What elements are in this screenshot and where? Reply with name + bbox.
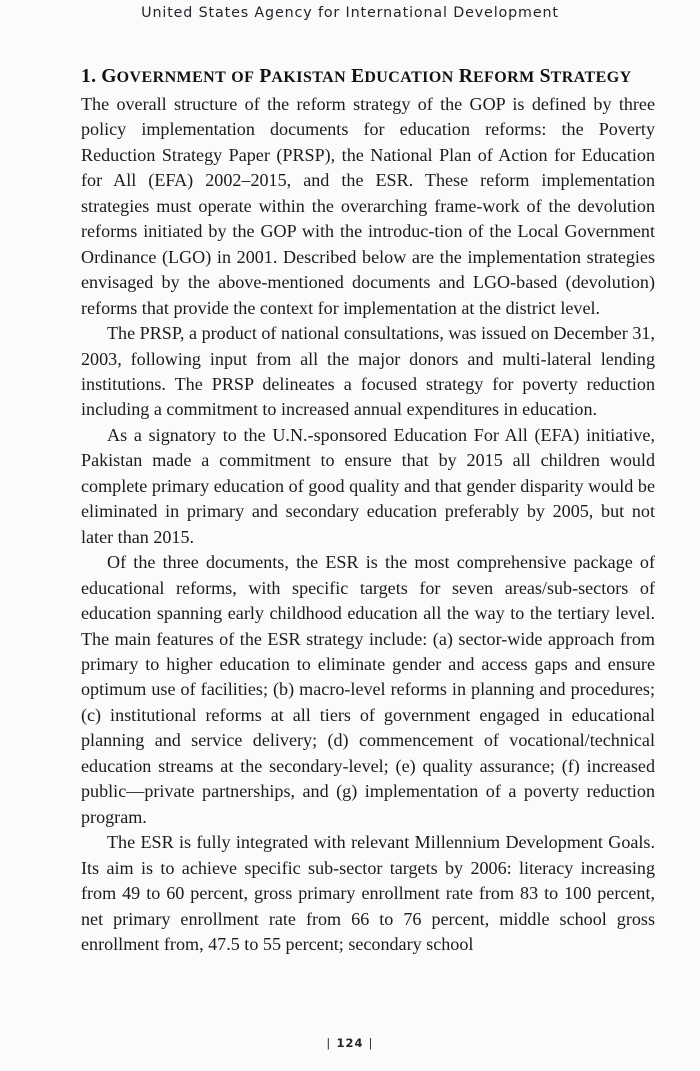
folio-right-mark: | [368,1036,374,1050]
title-word-3-rest: AKISTAN [271,69,347,86]
title-word-1-rest: OVERNMENT [116,69,227,86]
body-paragraph: As a signatory to the U.N.-sponsored Education For All (EFA) initiative, Pakistan made a commitment to ensure that by 2015 all children would complete primary education of good quality and that gender disparity would be eliminated in primary and secondary education preferably by 2005, but not later than 2015. [81,424,655,547]
title-word-2: OF [231,69,255,86]
title-word-4-initial: E [351,66,365,87]
running-head: United States Agency for International Development [141,5,559,21]
title-word-5-rest: EFORM [472,69,535,86]
title-word-4-rest: DUCATION [364,69,454,86]
page-text-block [81,64,655,957]
title-word-6-initial: S [539,66,551,87]
body-paragraph: Of the three documents, the ESR is the most comprehensive package of educational reforms, with specific targets for seven areas/sub-sectors of education spanning early childhood education all the way to the tertiary level. The main features of the ESR strategy include: (a) sector-wide approach from primary to higher education to eliminate gender and access gaps and ensure optimum use of facilities; (b) macro-level reforms in planning and procedures; (c) institutional reforms at all tiers of government engaged in educational planning and service delivery; (d) commencement of vocational/technical education streams at the secondary-level; (e) quality assurance; (f) increased public—private partnerships, and (g) implementation of a poverty reduction program. [81,552,655,827]
title-word-6-rest: TRATEGY [550,69,632,86]
body-paragraph: The PRSP, a product of national consultations, was issued on December 31, 2003, following input from all the major donors and multi-lateral lending institutions. The PRSP delineates a focused strategy for poverty reduction including a commitment to increased annual expenditures in education. [81,323,655,420]
title-word-3-initial: P [259,66,272,87]
body-paragraph: The ESR is fully integrated with relevant Millennium Development Goals. Its aim is to achieve specific sub-sector targets by 2006: literacy increasing from 49 to 60 percent, gross primary enrollment rate from 83 to 100 percent, net primary enrollment rate from 66 to 76 percent, middle school gross enrollment from, 47.5 to 55 percent; secondary school [81,832,655,954]
title-word-1-initial: G [101,66,117,87]
page-title [81,64,655,90]
page-footer [0,1036,700,1050]
folio-left-mark: | [326,1036,332,1050]
title-word-5-initial: R [458,66,473,87]
section-number: 1. [81,66,97,87]
body-paragraph: The overall structure of the reform strategy of the GOP is defined by three policy implementation documents for education reforms: the Poverty Reduction Strategy Paper (PRSP), the National Plan of Action for Education for All (EFA) 2002–2015, and the ESR. These reform implementation strategies must operate within the overarching frame-work of the devolution reforms initiated by the GOP with the introduc-tion of the Local Government Ordinance (LGO) in 2001. Described below are the implementation strategies envisaged by the above-mentioned documents and LGO-based (devolution) reforms that provide the context for implementation at the district level. [81,94,655,318]
page-number: 124 [336,1036,364,1050]
